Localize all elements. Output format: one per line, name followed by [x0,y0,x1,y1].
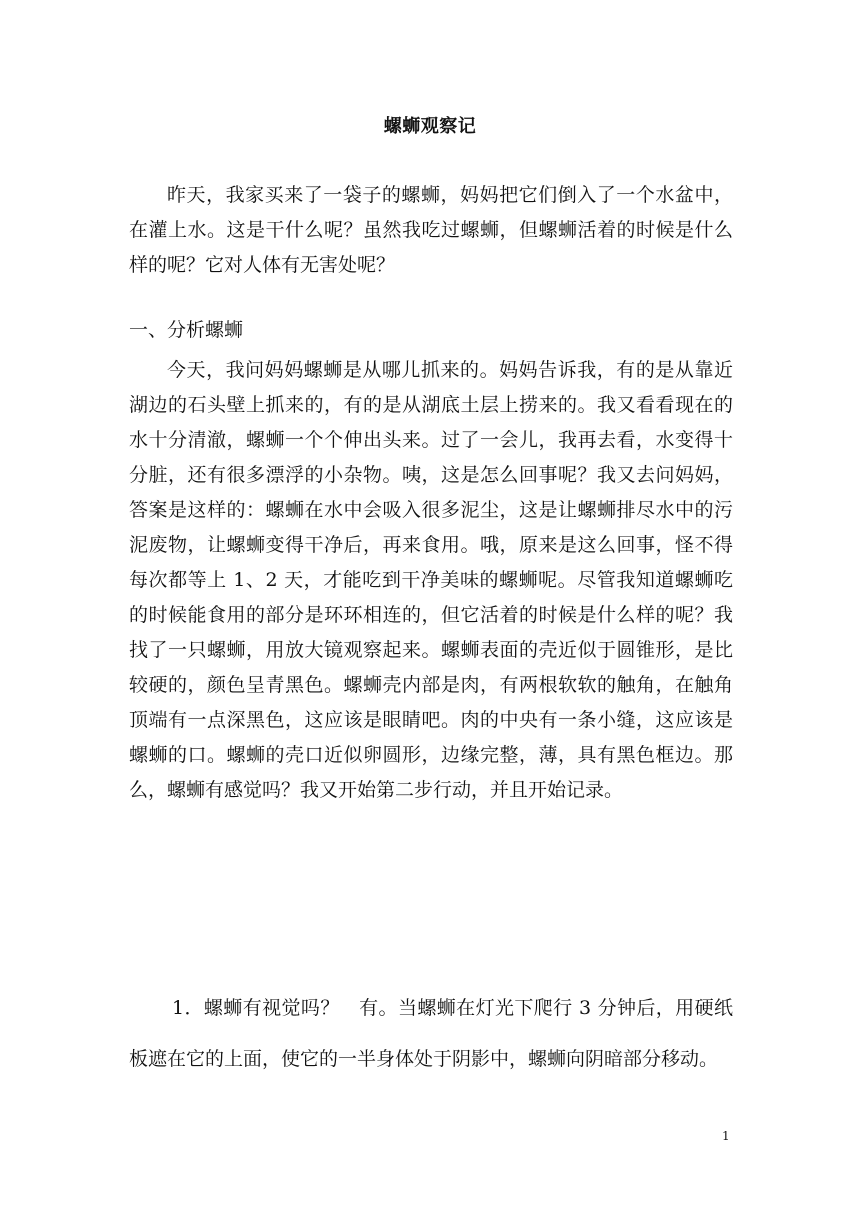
paragraph-analysis: 今天，我问妈妈螺蛳是从哪儿抓来的。妈妈告诉我，有的是从靠近湖边的石头壁上抓来的，有的是从湖底土层上捞来的。我又看看现在的水十分清澈，螺蛳一个个伸出头来。过了一会儿，我再去看，水变得十分脏，还有很多漂浮的小杂物。咦，这是怎么回事呢？我又去问妈妈，答案是这样的：螺蛳在水中会吸入很多泥尘，这是让螺蛳排尽水中的污泥废物，让螺蛳变得干净后，再来食用。哦，原来是这么回事，怪不得每次都等上 1、2 天，才能吃到干净美味的螺蛳呢。尽管我知道螺蛳吃的时候能食用的部分是环环相连的，但它活着的时候是什么样的呢？我找了一只螺蛳，用放大镜观察起来。螺蛳表面的壳近似于圆锥形，是比较硬的，颜色呈青黑色。螺蛳壳内部是肉，有两根软软的触角，在触角顶端有一点深黑色，这应该是眼睛吧。肉的中央有一条小缝，这应该是螺蛳的口。螺蛳的壳口近似卵圆形，边缘完整，薄，具有黑色框边。那么，螺蛳有感觉吗？我又开始第二步行动，并且开始记录。 [129,359,733,801]
paragraph-vision-test: 1．螺蛳有视觉吗？ 有。当螺蛳在灯光下爬行 3 分钟后，用硬纸板遮在它的上面，使它的一半身体处于阴影中，螺蛳向阴暗部分移动。 [129,997,733,1070]
paragraph-intro: 昨天，我家买来了一袋子的螺蛳，妈妈把它们倒入了一个水盆中，在灌上水。这是干什么呢？虽然我吃过螺蛳，但螺蛳活着的时候是什么样的呢？它对人体有无害处呢？ [129,184,733,276]
document-title: 螺蛳观察记 [383,116,477,137]
page-number: 1 [722,1129,730,1143]
section-heading: 一、分析螺蛳 [129,319,244,341]
